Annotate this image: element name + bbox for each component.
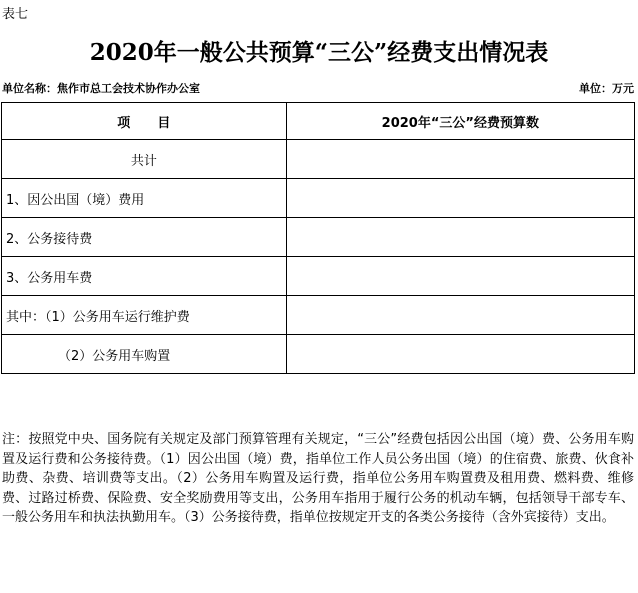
table-row [2, 179, 635, 218]
row-value-vehicle [286, 257, 634, 296]
table-row [2, 218, 635, 257]
row-label-total: 共计 [2, 140, 287, 179]
unit-name-label: 单位名称：焦作市总工会技术协作办公室 [2, 82, 200, 95]
row-value-reception [286, 218, 634, 257]
row-value-vehicle-maintenance [286, 296, 634, 335]
table-row [2, 296, 635, 335]
table-row [2, 257, 635, 296]
row-value-vehicle-purchase [286, 335, 634, 374]
row-label-vehicle: 3、公务用车费 [2, 257, 287, 296]
row-label-vehicle-maintenance: 其中：（1）公务用车运行维护费 [2, 296, 287, 335]
table-row [2, 140, 635, 179]
unit-info-row [2, 80, 634, 96]
row-label-reception: 2、公务接待费 [2, 218, 287, 257]
row-value-travel-abroad [286, 179, 634, 218]
table-row [2, 335, 635, 374]
row-label-travel-abroad: 1、因公出国（境）费用 [2, 179, 287, 218]
table-header-row [2, 103, 635, 140]
header-item: 项 目 [2, 103, 287, 140]
unit-measure-label: 单位：万元 [579, 82, 634, 95]
row-label-vehicle-purchase: （2）公务用车购置 [2, 335, 287, 374]
budget-table [1, 102, 635, 374]
footnote: 注：按照党中央、国务院有关规定及部门预算管理有关规定，“三公”经费包括因公出国（境）费、公务用车购置及运行费和公务接待费。（1）因公出国（境）费，指单位工作人员公务出国（境）的住宿费、旅费、伙食补助费、杂费、培训费等支出。（2）公务用车购置及运行费，指单位公务用车购置费及租用费、燃料费、维修费、过路过桥费、保险费、安全奖励费用等支出，公务用车指用于履行公务的机动车辆，包括领导干部专车、一般公务用车和执法执勤用车。（3）公务接待费，指单位按规定开支的各类公务接待（含外宾接待）支出。 [2, 432, 634, 525]
table-number: 表七 [2, 7, 29, 22]
header-amount: 2020年“三公”经费预算数 [286, 103, 634, 140]
page-title: 2020年一般公共预算“三公”经费支出情况表 [89, 39, 549, 66]
row-value-total [286, 140, 634, 179]
